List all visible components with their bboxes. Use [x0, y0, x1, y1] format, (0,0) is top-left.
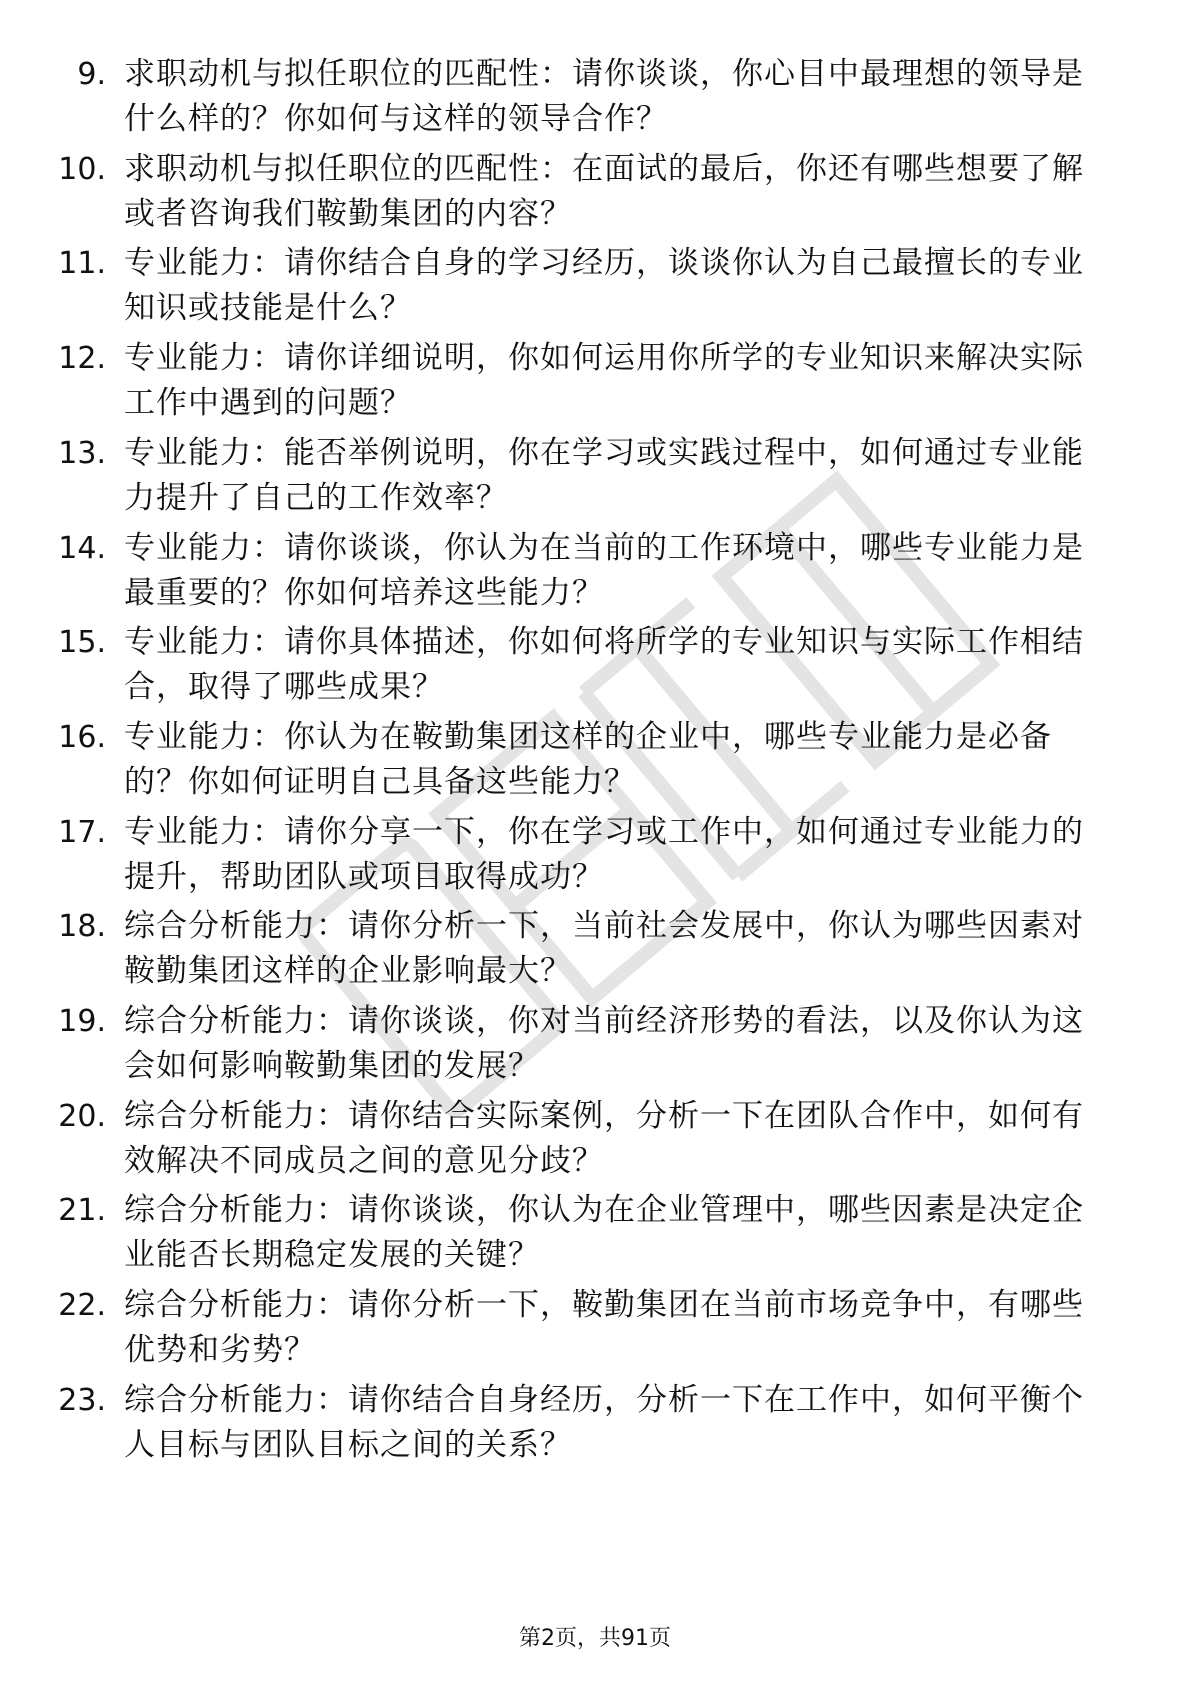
page-footer — [0, 1624, 1190, 1654]
question-item — [0, 620, 1190, 720]
question-item — [0, 810, 1190, 910]
question-item — [0, 904, 1190, 1004]
question-number: 13. — [58, 435, 106, 471]
question-text: 专业能力：请你谈谈，你认为在当前的工作环境中，哪些专业能力是最重要的？你如何培养这些能力？ — [124, 529, 1084, 611]
question-number: 20. — [58, 1098, 106, 1134]
question-number: 14. — [58, 530, 106, 566]
question-item — [0, 52, 1190, 152]
question-text: 求职动机与拟任职位的匹配性：请你谈谈，你心目中最理想的领导是什么样的？你如何与这样的领导合作？ — [124, 56, 1084, 137]
question-item — [0, 999, 1190, 1099]
question-text: 综合分析能力：请你分析一下，当前社会发展中，你认为哪些因素对鞍勤集团这样的企业影响最大？ — [124, 908, 1084, 990]
question-number: 21. — [58, 1193, 106, 1229]
question-text: 专业能力：请你详细说明，你如何运用你所学的专业知识来解决实际工作中遇到的问题？ — [124, 340, 1084, 422]
question-item — [0, 431, 1190, 531]
question-item — [0, 1378, 1190, 1478]
question-text: 综合分析能力：请你谈谈，你对当前经济形势的看法，以及你认为这会如何影响鞍勤集团的发展？ — [124, 1003, 1084, 1084]
question-text: 综合分析能力：请你分析一下，鞍勤集团在当前市场竞争中，有哪些优势和劣势？ — [124, 1287, 1084, 1369]
question-item — [0, 241, 1190, 341]
question-item — [0, 336, 1190, 436]
question-number: 11. — [58, 246, 106, 282]
question-number: 9. — [77, 57, 106, 92]
question-text: 求职动机与拟任职位的匹配性：在面试的最后，你还有哪些想要了解或者咨询我们鞍勤集团的内容？ — [124, 150, 1084, 232]
question-number: 16. — [58, 719, 106, 755]
question-number: 10. — [58, 151, 106, 187]
question-item — [0, 1188, 1190, 1288]
question-item — [0, 715, 1190, 815]
question-number: 12. — [58, 341, 106, 377]
question-text: 专业能力：请你结合自身的学习经历，谈谈你认为自己最擅长的专业知识或技能是什么？ — [124, 245, 1084, 327]
question-text: 专业能力：请你具体描述，你如何将所学的专业知识与实际工作相结合，取得了哪些成果？ — [124, 624, 1084, 706]
question-number: 15. — [58, 625, 106, 661]
question-text: 专业能力：你认为在鞍勤集团这样的企业中，哪些专业能力是必备的？你如何证明自己具备这些能力？ — [124, 718, 1052, 800]
question-item — [0, 147, 1190, 247]
question-text: 综合分析能力：请你结合实际案例，分析一下在团队合作中，如何有效解决不同成员之间的意见分歧？ — [124, 1097, 1084, 1179]
question-number: 19. — [58, 1004, 106, 1039]
question-text: 专业能力：能否举例说明，你在学习或实践过程中，如何通过专业能力提升了自己的工作效率？ — [124, 434, 1084, 516]
question-item — [0, 526, 1190, 626]
question-number: 18. — [58, 909, 106, 945]
page-number-label: 第2页，共91页 — [519, 1626, 671, 1651]
question-text: 综合分析能力：请你谈谈，你认为在企业管理中，哪些因素是决定企业能否长期稳定发展的关键？ — [124, 1192, 1084, 1274]
question-number: 17. — [58, 814, 106, 850]
question-text: 综合分析能力：请你结合自身经历，分析一下在工作中，如何平衡个人目标与团队目标之间的关系？ — [124, 1381, 1084, 1463]
question-text: 专业能力：请你分享一下，你在学习或工作中，如何通过专业能力的提升，帮助团队或项目取得成功？ — [124, 813, 1084, 895]
question-number: 23. — [58, 1382, 106, 1418]
question-item — [0, 1283, 1190, 1383]
question-number: 22. — [58, 1288, 106, 1324]
question-item — [0, 1094, 1190, 1194]
